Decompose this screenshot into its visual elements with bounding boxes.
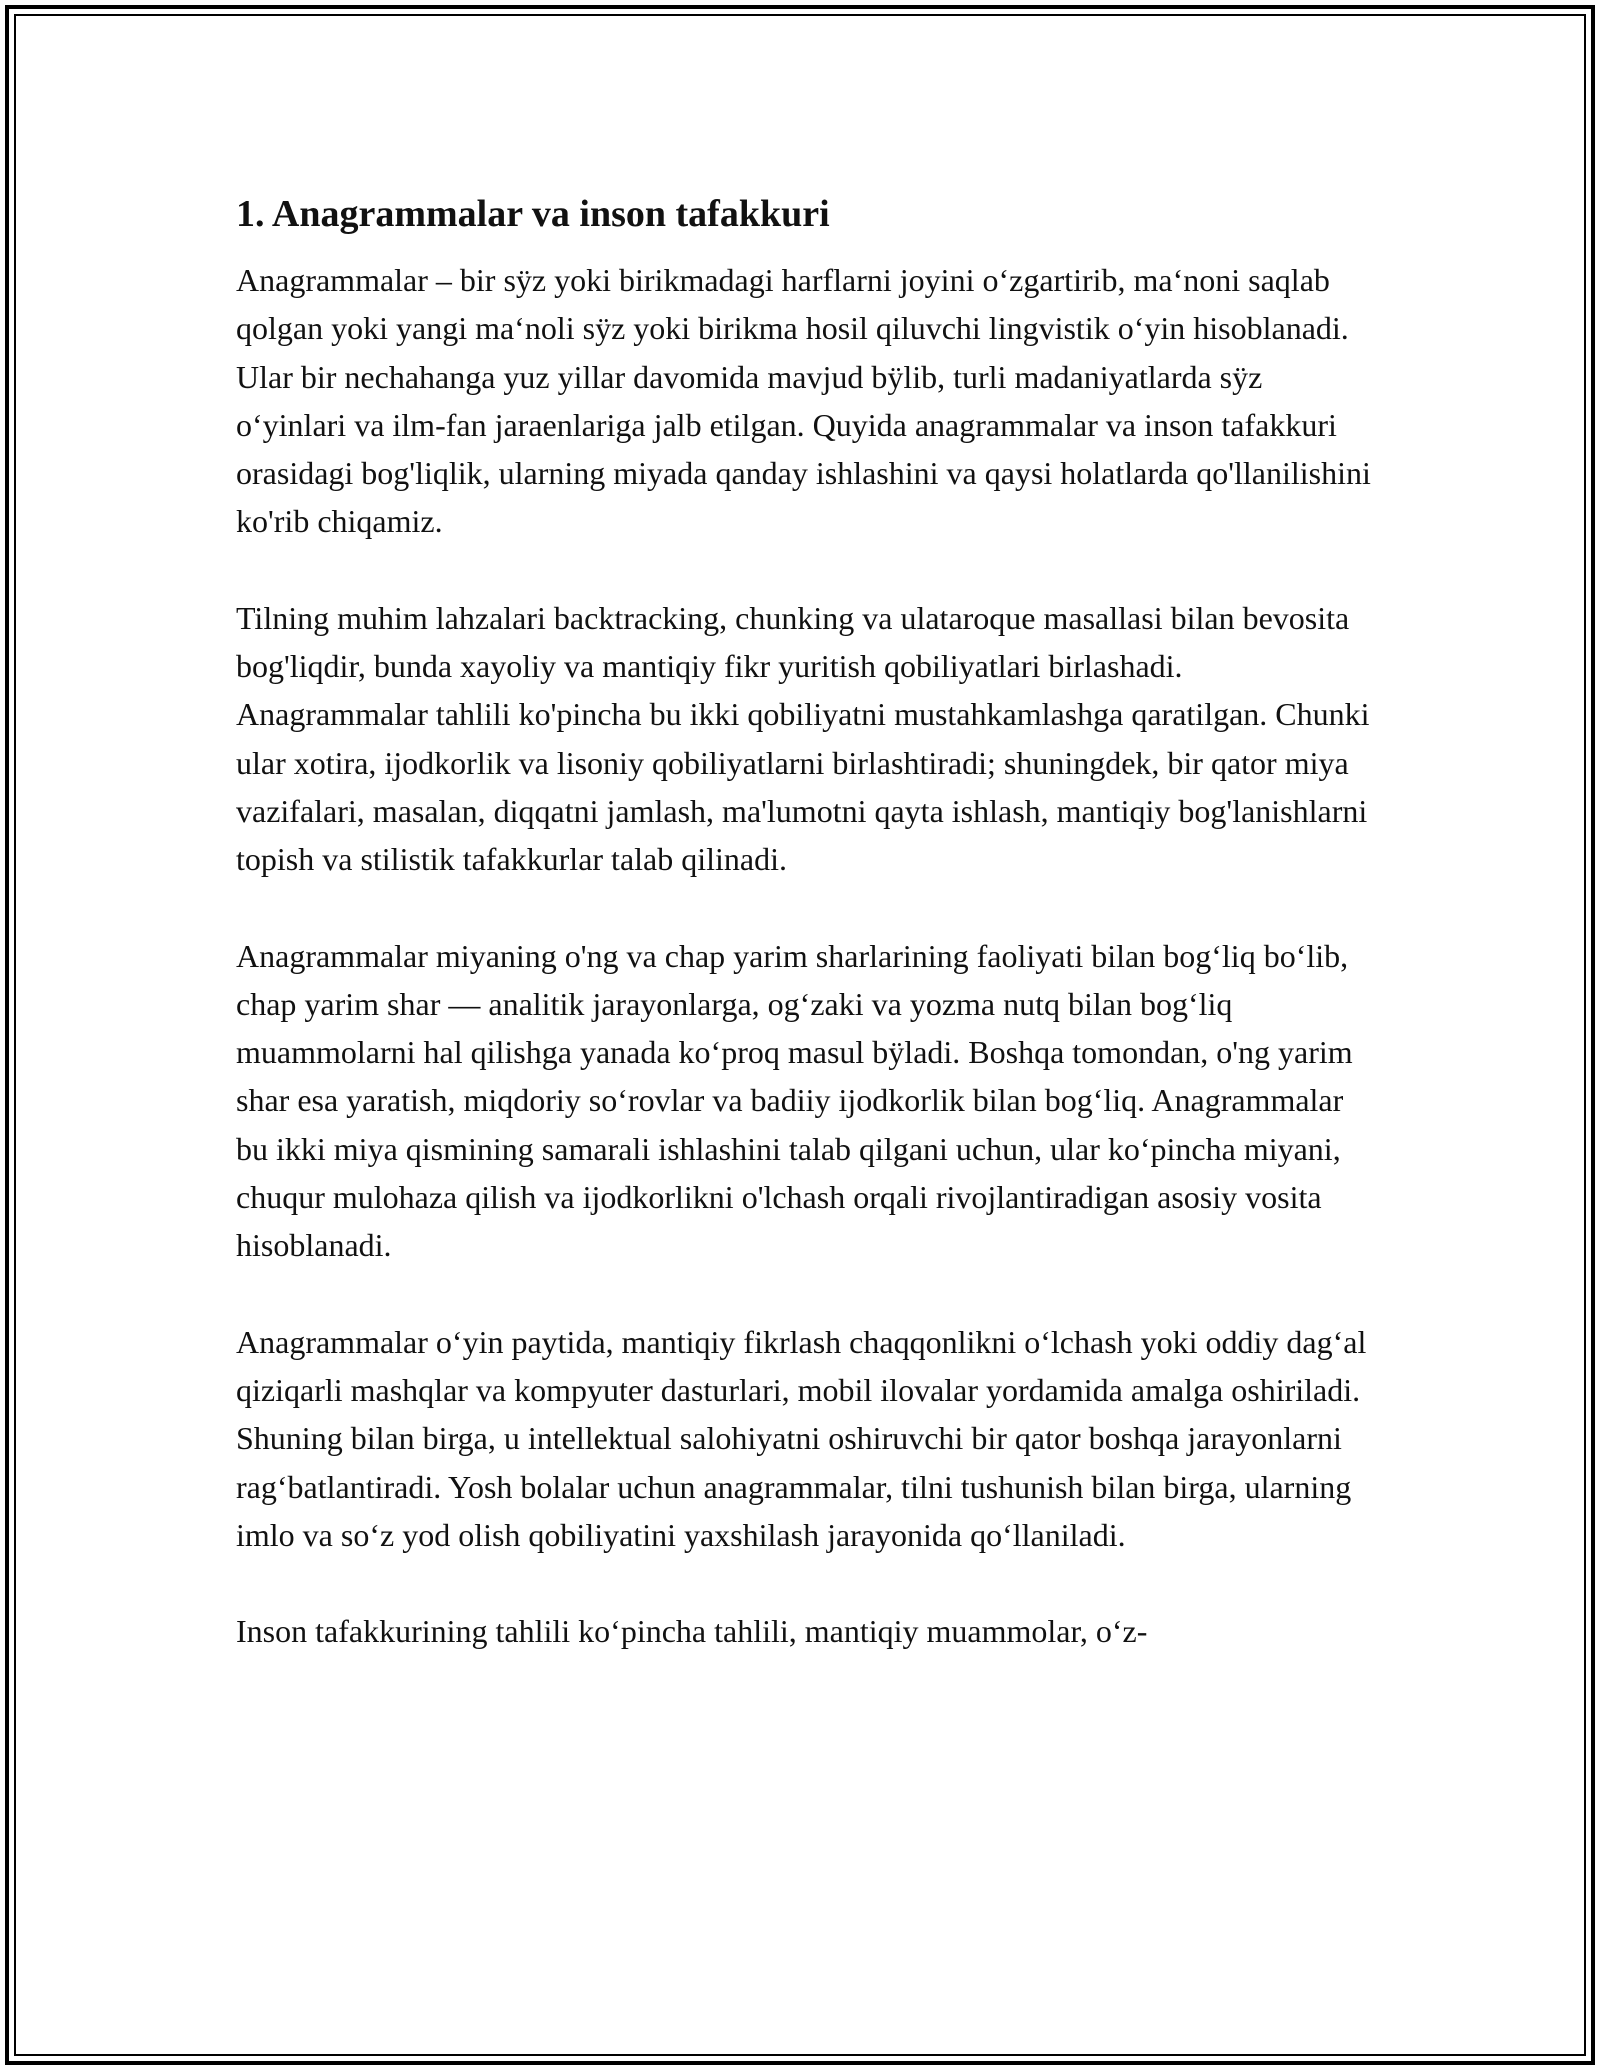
document-body <box>236 188 1376 1703</box>
paragraph-4: Anagrammalar o‘yin paytida, mantiqiy fikrlash chaqqonlikni o‘lchash yoki oddiy dag‘al qiziqarli mashqlar va kompyuter dasturlari, mobil ilovalar yordamida amalga oshiriladi. Shuning bilan birga, u intellektual salohiyatni oshiruvchi bir qator boshqa jarayonlarni rag‘batlantiradi. Yosh bolalar uchun anagrammalar, tilni tushunish bilan birga, ularning imlo va so‘z yod olish qobiliyatini yaxshilash jarayonida qo‘llaniladi. <box>236 1323 1367 1553</box>
paragraph-3: Anagrammalar miyaning o'ng va chap yarim sharlarining faoliyati bilan bog‘liq bo‘lib, chap yarim shar — analitik jarayonlarga, og‘zaki va yozma nutq bilan bog‘liq muammolarni hal qilishga yanada ko‘proq masul bÿladi. Boshqa tomondan, o'ng yarim shar esa yaratish, miqdoriy so‘rovlar va badiiy ijodkorlik bilan bog‘liq. Anagrammalar bu ikki miya qismining samarali ishlashini talab qilgani uchun, ular ko‘pincha miyani, chuqur mulohaza qilish va ijodkorlikni o'lchash orqali rivojlantiradigan asosiy vosita hisoblanadi. <box>236 937 1353 1264</box>
paragraph-1: Anagrammalar – bir sÿz yoki birikmadagi harflarni joyini o‘zgartirib, ma‘noni saqlab qolgan yoki yangi ma‘noli sÿz yoki birikma hosil qiluvchi lingvistik o‘yin hisoblanadi. Ular bir nechahanga yuz yillar davomida mavjud bÿlib, turli madaniyatlarda sÿz o‘yinlari va ilm-fan jaraenlariga jalb etilgan. Quyida anagrammalar va inson tafakkuri orasidagi bog'liqlik, ularning miyada qanday ishlashini va qaysi holatlarda qo'llanilishini ko'rib chiqamiz. <box>236 262 1371 540</box>
paragraph-2: Tilning muhim lahzalari backtracking, chunking va ulataroque masallasi bilan bevosita bog'liqdir, bunda xayoliy va mantiqiy fikr yuritish qobiliyatlari birlashadi. Anagrammalar tahlili ko'pincha bu ikki qobiliyatni mustahkamlashga qaratilgan. Chunki ular xotira, ijodkorlik va lisoniy qobiliyatlarni birlashtiradi; shuningdek, bir qator miya vazifalari, masalan, diqqatni jamlash, ma'lumotni qayta ishlash, mantiqiy bog'lanishlarni topish va stilistik tafakkurlar talab qilinadi. <box>236 599 1370 878</box>
section-heading: 1. Anagrammalar va inson tafakkuri <box>236 193 830 235</box>
paragraph-5: Inson tafakkurining tahlili ko‘pincha tahlili, mantiqiy muammolar, o‘z- <box>236 1613 1148 1650</box>
